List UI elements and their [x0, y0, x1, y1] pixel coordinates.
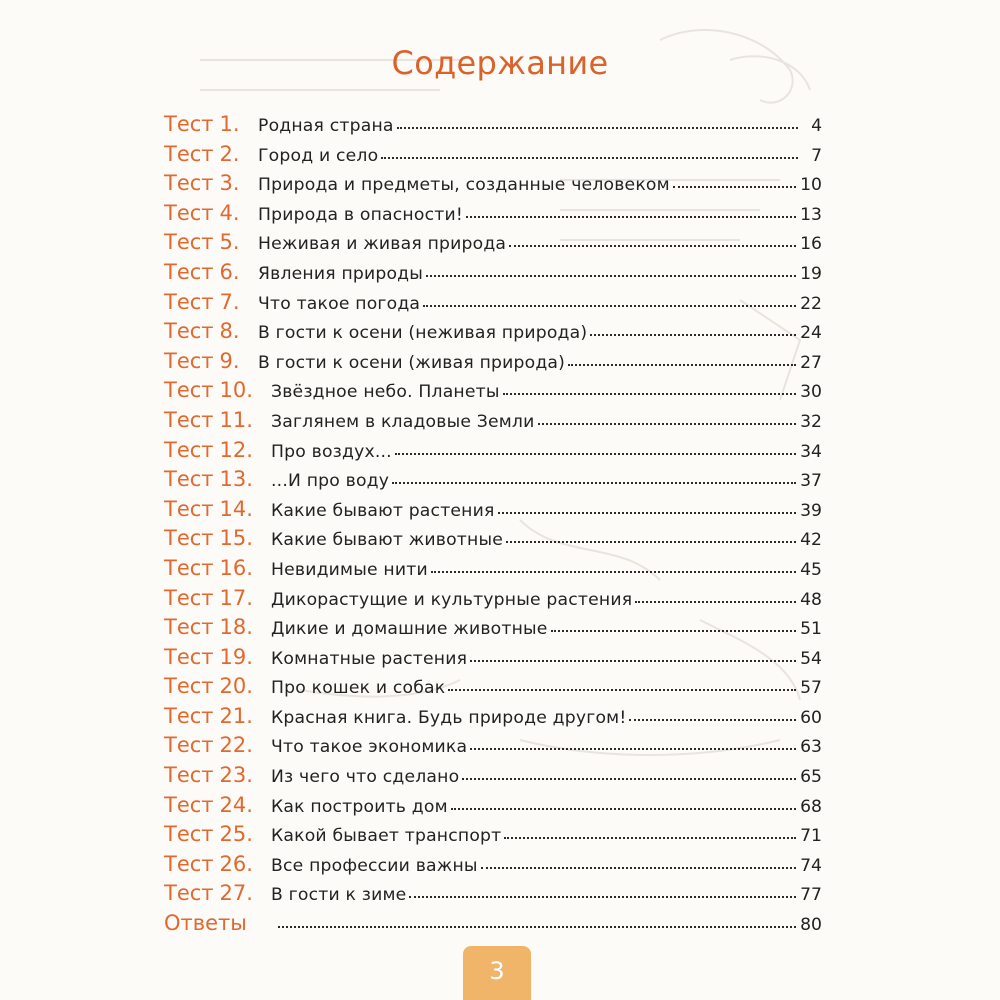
dot-leader	[629, 719, 796, 721]
toc-row[interactable]	[164, 110, 822, 140]
dot-leader	[392, 482, 796, 484]
toc-row[interactable]	[164, 199, 822, 229]
toc-title: Из чего что сделано	[271, 767, 460, 788]
toc-label: Тест 21.	[164, 703, 253, 728]
toc-row[interactable]	[164, 850, 822, 880]
toc-title: Комнатные растения	[271, 648, 468, 669]
dot-leader	[451, 808, 796, 810]
toc-label: Тест 19.	[164, 644, 253, 669]
toc-label: Тест 16.	[164, 555, 253, 580]
toc-row[interactable]	[164, 228, 822, 258]
toc-row[interactable]	[164, 140, 822, 170]
toc-row[interactable]	[164, 169, 822, 199]
dot-leader	[470, 660, 796, 662]
dot-leader	[466, 216, 796, 218]
toc-row[interactable]	[164, 347, 822, 377]
toc-page-number: 63	[800, 737, 822, 758]
dot-leader	[568, 364, 796, 366]
dot-leader	[509, 245, 796, 247]
dot-leader	[423, 305, 796, 307]
toc-title: Невидимые нити	[271, 559, 428, 580]
dot-leader	[470, 748, 796, 750]
toc-answers-label: Ответы	[164, 911, 247, 936]
dot-leader	[448, 689, 796, 691]
toc-page-number: 60	[800, 707, 822, 728]
toc-title: Какие бывают растения	[271, 500, 495, 521]
toc-page-number: 19	[800, 263, 822, 284]
toc-row[interactable]	[164, 317, 822, 347]
toc-page-number: 54	[800, 648, 822, 669]
dot-leader	[538, 423, 797, 425]
toc-row[interactable]	[164, 524, 822, 554]
toc-label: Тест 6.	[164, 259, 240, 284]
toc-page-number: 77	[800, 885, 822, 906]
toc-title: Про кошек и собак	[271, 678, 446, 699]
toc-row[interactable]	[164, 643, 822, 673]
toc-title: Красная книга. Будь природе другом!	[271, 707, 627, 728]
toc-title: Как построить дом	[271, 796, 448, 817]
toc-row[interactable]	[164, 406, 822, 436]
dot-leader	[278, 926, 796, 928]
toc-label: Тест 3.	[164, 171, 240, 196]
toc-title: Какие бывают животные	[271, 530, 503, 551]
toc-label: Тест 20.	[164, 674, 253, 699]
toc-row[interactable]	[164, 820, 822, 850]
toc-title: Дикие и домашние животные	[271, 619, 548, 640]
toc-page-number: 80	[800, 915, 822, 936]
toc-page-number: 7	[811, 145, 822, 166]
dot-leader	[590, 334, 796, 336]
dot-leader	[481, 867, 796, 869]
toc-title: Какой бывает транспорт	[271, 826, 502, 847]
toc-label: Тест 25.	[164, 822, 253, 847]
toc-title: В гости к осени (живая природа)	[258, 352, 566, 373]
toc-row[interactable]	[164, 791, 822, 821]
toc-title: Природа в опасности!	[258, 204, 463, 225]
toc-title: Город и село	[258, 145, 379, 166]
toc-row[interactable]	[164, 672, 822, 702]
toc-row[interactable]	[164, 879, 822, 909]
toc-label: Тест 18.	[164, 615, 253, 640]
toc-title: Природа и предметы, созданные человеком	[258, 175, 670, 196]
toc-row[interactable]	[164, 495, 822, 525]
dot-leader	[395, 453, 796, 455]
toc-page-number: 65	[800, 767, 822, 788]
dot-leader	[431, 571, 796, 573]
toc-row-answers[interactable]	[164, 909, 822, 939]
toc-row[interactable]	[164, 376, 822, 406]
toc-title: Родная страна	[258, 116, 394, 136]
toc-row[interactable]	[164, 554, 822, 584]
toc-page-number: 24	[800, 323, 822, 344]
toc-label: Тест 7.	[164, 289, 240, 314]
toc-page-number: 27	[800, 352, 822, 373]
toc-label: Тест 13.	[164, 467, 253, 492]
toc-page-number: 4	[811, 116, 822, 136]
dot-leader	[673, 186, 796, 188]
toc-page-number: 13	[800, 204, 822, 225]
toc-title: Что такое погода	[258, 293, 421, 314]
toc-row[interactable]	[164, 288, 822, 318]
toc-label: Тест 8.	[164, 319, 240, 344]
dot-leader	[381, 157, 798, 159]
dot-leader	[409, 896, 796, 898]
toc-label: Тест 5.	[164, 230, 240, 255]
page-title: Содержание	[391, 44, 609, 82]
toc-title: Дикорастущие и культурные растения	[271, 589, 633, 610]
toc-page-number: 57	[800, 678, 822, 699]
toc-label: Тест 22.	[164, 733, 253, 758]
toc-row[interactable]	[164, 702, 822, 732]
toc-title: В гости к зиме	[271, 885, 407, 906]
dot-leader	[506, 541, 796, 543]
dot-leader	[635, 601, 796, 603]
toc-page-number: 48	[800, 589, 822, 610]
table-of-contents	[164, 110, 822, 939]
toc-page-number: 39	[800, 500, 822, 521]
toc-title: Про воздух...	[271, 441, 392, 462]
toc-title: Звёздное небо. Планеты	[271, 382, 500, 403]
toc-label: Тест 1.	[164, 112, 240, 136]
toc-page-number: 30	[800, 382, 822, 403]
dot-leader	[397, 127, 798, 129]
toc-row[interactable]	[164, 731, 822, 761]
toc-title: Неживая и живая природа	[258, 234, 507, 255]
toc-label: Тест 10.	[164, 378, 253, 403]
toc-page-number: 10	[800, 175, 822, 196]
dot-leader	[503, 393, 796, 395]
toc-label: Тест 23.	[164, 763, 253, 788]
toc-label: Тест 2.	[164, 141, 240, 166]
toc-title: Что такое экономика	[271, 737, 468, 758]
toc-row[interactable]	[164, 761, 822, 791]
toc-page-number: 32	[800, 411, 822, 432]
toc-label: Тест 15.	[164, 526, 253, 551]
toc-title: Все профессии важны	[271, 855, 478, 876]
dot-leader	[426, 275, 796, 277]
toc-label: Тест 24.	[164, 792, 253, 817]
toc-row[interactable]	[164, 258, 822, 288]
toc-page-number: 22	[800, 293, 822, 314]
toc-title: Явления природы	[258, 263, 424, 284]
toc-page-number: 42	[800, 530, 822, 551]
toc-page-number: 34	[800, 441, 822, 462]
toc-page-number: 71	[800, 826, 822, 847]
toc-title: ...И про воду	[271, 471, 390, 492]
toc-label: Тест 11.	[164, 407, 253, 432]
toc-label: Тест 14.	[164, 496, 253, 521]
toc-row[interactable]	[164, 613, 822, 643]
toc-page-number: 68	[800, 796, 822, 817]
toc-label: Тест 12.	[164, 437, 253, 462]
toc-row[interactable]	[164, 584, 822, 614]
toc-title: Заглянем в кладовые Земли	[271, 411, 535, 432]
toc-label: Тест 9.	[164, 348, 240, 373]
dot-leader	[551, 630, 797, 632]
toc-page-number: 37	[800, 471, 822, 492]
page-number-badge: 3	[463, 946, 531, 1000]
toc-page-number: 45	[800, 559, 822, 580]
dot-leader	[498, 512, 797, 514]
toc-label: Тест 27.	[164, 881, 253, 906]
toc-label: Тест 17.	[164, 585, 253, 610]
dot-leader	[504, 837, 796, 839]
toc-row[interactable]	[164, 436, 822, 466]
toc-page-number: 51	[800, 619, 822, 640]
toc-page-number: 16	[800, 234, 822, 255]
toc-label: Тест 26.	[164, 851, 253, 876]
toc-title: В гости к осени (неживая природа)	[258, 323, 588, 344]
toc-row[interactable]	[164, 465, 822, 495]
dot-leader	[462, 778, 796, 780]
toc-page-number: 74	[800, 855, 822, 876]
toc-label: Тест 4.	[164, 200, 240, 225]
